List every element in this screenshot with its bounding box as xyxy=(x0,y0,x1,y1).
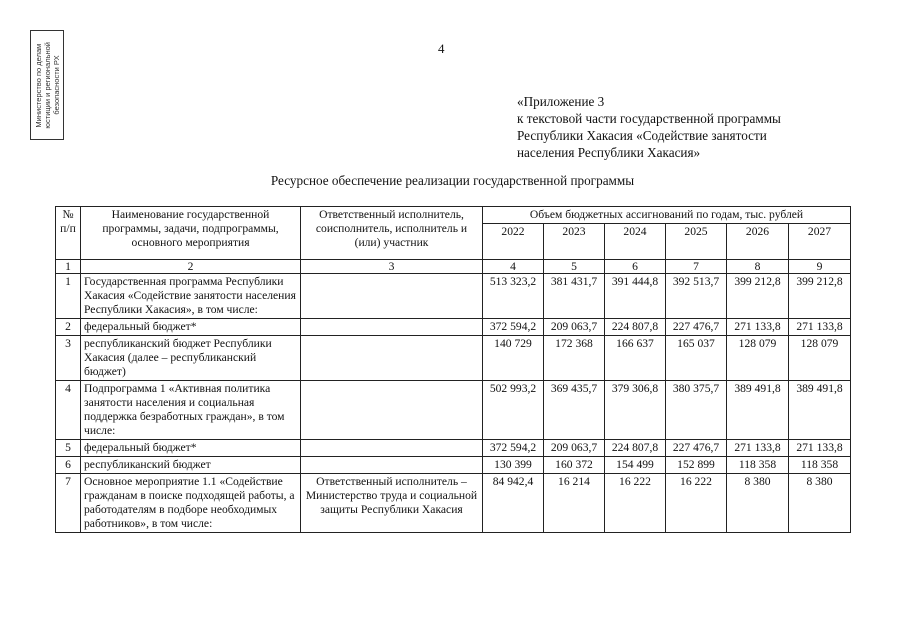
row-value-2027: 389 491,8 xyxy=(789,381,851,440)
header-year: 2025 xyxy=(666,224,727,260)
row-value-2026: 8 380 xyxy=(727,474,789,533)
header-volume: Объем бюджетных ассигнований по годам, тыс. рублей xyxy=(483,207,851,224)
row-value-2027: 399 212,8 xyxy=(789,274,851,319)
row-executor xyxy=(301,457,483,474)
table-row xyxy=(56,474,851,533)
row-value-2025: 227 476,7 xyxy=(666,440,727,457)
row-name: республиканский бюджет Республики Хакасия (далее – республиканский бюджет) xyxy=(81,336,301,381)
row-executor xyxy=(301,381,483,440)
row-value-2023: 209 063,7 xyxy=(544,440,605,457)
row-num: 7 xyxy=(56,474,81,533)
row-value-2025: 16 222 xyxy=(666,474,727,533)
table-row xyxy=(56,381,851,440)
row-executor xyxy=(301,274,483,319)
column-number: 4 xyxy=(483,260,544,274)
row-value-2022: 140 729 xyxy=(483,336,544,381)
column-number: 1 xyxy=(56,260,81,274)
column-number: 3 xyxy=(301,260,483,274)
row-value-2027: 118 358 xyxy=(789,457,851,474)
page-number: 4 xyxy=(438,41,445,56)
row-value-2023: 369 435,7 xyxy=(544,381,605,440)
header-year: 2026 xyxy=(727,224,789,260)
row-value-2023: 16 214 xyxy=(544,474,605,533)
row-value-2025: 227 476,7 xyxy=(666,319,727,336)
row-name: Подпрограмма 1 «Активная политика занятости населения и социальная поддержка безработных граждан», в том числе: xyxy=(81,381,301,440)
row-executor: Ответственный исполнитель – Министерство труда и социальной защиты Республики Хакасия xyxy=(301,474,483,533)
row-value-2024: 166 637 xyxy=(605,336,666,381)
appendix-line: к текстовой части государственной программы xyxy=(517,111,781,126)
row-num: 4 xyxy=(56,381,81,440)
row-value-2022: 513 323,2 xyxy=(483,274,544,319)
row-value-2026: 399 212,8 xyxy=(727,274,789,319)
column-number-row xyxy=(56,260,851,274)
row-value-2024: 154 499 xyxy=(605,457,666,474)
budget-table xyxy=(55,206,851,533)
column-number: 8 xyxy=(727,260,789,274)
row-executor xyxy=(301,319,483,336)
row-num: 5 xyxy=(56,440,81,457)
row-num: 3 xyxy=(56,336,81,381)
row-value-2023: 381 431,7 xyxy=(544,274,605,319)
row-value-2026: 128 079 xyxy=(727,336,789,381)
row-value-2024: 224 807,8 xyxy=(605,440,666,457)
header-year: 2027 xyxy=(789,224,851,260)
row-value-2022: 372 594,2 xyxy=(483,440,544,457)
table-row xyxy=(56,336,851,381)
row-value-2023: 160 372 xyxy=(544,457,605,474)
row-value-2027: 8 380 xyxy=(789,474,851,533)
registration-stamp xyxy=(30,30,64,140)
row-executor xyxy=(301,440,483,457)
column-number: 6 xyxy=(605,260,666,274)
row-num: 6 xyxy=(56,457,81,474)
header-year: 2024 xyxy=(605,224,666,260)
row-name: республиканский бюджет xyxy=(81,457,301,474)
document-title: Ресурсное обеспечение реализации государственной программы xyxy=(270,173,635,188)
header-executor: Ответственный исполнитель, соисполнитель, исполнитель и (или) участник xyxy=(301,207,483,260)
row-value-2027: 271 133,8 xyxy=(789,319,851,336)
row-num: 2 xyxy=(56,319,81,336)
table-row xyxy=(56,319,851,336)
row-name: федеральный бюджет* xyxy=(81,440,301,457)
row-value-2026: 118 358 xyxy=(727,457,789,474)
row-value-2026: 271 133,8 xyxy=(727,319,789,336)
appendix-line: Республики Хакасия «Содействие занятости xyxy=(517,128,767,143)
header-name: Наименование государственной программы, задачи, подпрограммы, основного мероприятия xyxy=(81,207,301,260)
row-value-2022: 130 399 xyxy=(483,457,544,474)
column-number: 5 xyxy=(544,260,605,274)
row-num: 1 xyxy=(56,274,81,319)
row-value-2027: 128 079 xyxy=(789,336,851,381)
row-value-2022: 502 993,2 xyxy=(483,381,544,440)
row-value-2025: 165 037 xyxy=(666,336,727,381)
row-value-2025: 152 899 xyxy=(666,457,727,474)
appendix-header xyxy=(517,93,781,161)
row-name: Государственная программа Республики Хакасия «Содействие занятости населения Республики Хакасия», в том числе: xyxy=(81,274,301,319)
row-name: федеральный бюджет* xyxy=(81,319,301,336)
row-value-2022: 372 594,2 xyxy=(483,319,544,336)
header-year: 2022 xyxy=(483,224,544,260)
row-value-2026: 271 133,8 xyxy=(727,440,789,457)
column-number: 2 xyxy=(81,260,301,274)
row-value-2026: 389 491,8 xyxy=(727,381,789,440)
row-value-2024: 391 444,8 xyxy=(605,274,666,319)
row-value-2023: 209 063,7 xyxy=(544,319,605,336)
row-name: Основное мероприятие 1.1 «Содействие гражданам в поиске подходящей работы, а работодателям в подборе необходимых работников», в том числе: xyxy=(81,474,301,533)
row-value-2024: 379 306,8 xyxy=(605,381,666,440)
row-value-2023: 172 368 xyxy=(544,336,605,381)
row-executor xyxy=(301,336,483,381)
stamp-text: Министерство по делам юстиции и региональной безопасности РХ xyxy=(33,41,61,129)
table-row xyxy=(56,457,851,474)
row-value-2024: 16 222 xyxy=(605,474,666,533)
row-value-2025: 392 513,7 xyxy=(666,274,727,319)
row-value-2024: 224 807,8 xyxy=(605,319,666,336)
appendix-line: «Приложение 3 xyxy=(517,94,605,109)
header-num: № п/п xyxy=(56,207,81,260)
header-year: 2023 xyxy=(544,224,605,260)
table-row xyxy=(56,440,851,457)
row-value-2027: 271 133,8 xyxy=(789,440,851,457)
table-row xyxy=(56,274,851,319)
appendix-line: населения Республики Хакасия» xyxy=(517,145,701,160)
column-number: 7 xyxy=(666,260,727,274)
row-value-2022: 84 942,4 xyxy=(483,474,544,533)
row-value-2025: 380 375,7 xyxy=(666,381,727,440)
column-number: 9 xyxy=(789,260,851,274)
